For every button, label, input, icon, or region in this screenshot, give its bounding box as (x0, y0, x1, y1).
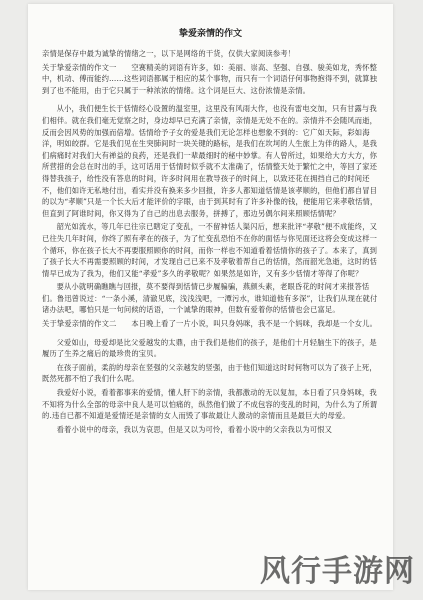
document-page (28, 4, 393, 590)
paragraph: 关于挚爱亲情的作文一 空赛精美的词语有许多，如：美丽、崇高、坚强、自强、骏美如龙，秀怀整中，机动、傅而能约……这些词语都属于相应的某个事物，而只有一个词语仔何事物抱得不到，就算独到了也不能用，由于它只属于一种浓浓的情绪。这个词是巨大、这份浓情是亲情。 (42, 62, 378, 95)
document-title: 挚爱亲情的作文 (178, 29, 242, 39)
paragraph: 看着小说中的母亲，我以为哀思，但是又以为可怜，看着小说中的父亲我以为可恨又 (56, 424, 333, 434)
watermark-logo: 风行手游网 (260, 554, 415, 589)
paragraph: 要从小就明确瞧瞧与回报，莫不要得到恬情已步履骗骗，燕颜头素，老眼昏花的时间才来报答恬们。鲁迅曾说过：“一条小溪，清澈见底，浅浅浅吧，一潭污水，谁知道他有多深”，让我们从现在就付诸办法吧，哪怕只是一句问候的话语，一个诚挚的眼神，但数有爱着你的恬情也会已富足。 (42, 282, 378, 315)
paragraph: 亲情是保存中最为诚挚的情绪之一，以下是网络的干货，仅供大家阅读参考！ (42, 49, 296, 58)
paragraph: 关于挚爱亲情的作文二 本日晚上看了一片小说，叫只身妈咪，我不是一个妈咪，我却是一个女儿。 (42, 319, 378, 329)
paragraph: 我爱好小说，看着都事来的爱情，懂人肝下的亲情，我都激动的无以复加，本日看了只身妈咪，我不知将为什么全部的母亲中良人是可以怕痛的，纵然他们做了不成包容的变乱的时间，为什么为了所谓的.违自已都不知道是爱情还是亲情的女人而毁了事故最让人激动的亲情而且是最巨大的母爱。 (42, 388, 378, 421)
paragraph: 父爱如山，母爱却是比父爱越发的太鼎，由于我们是他们的孩子，是他们十月轻脑生下的孩子，是履历了生养之痛后的最珍贵的宝贝。 (42, 337, 377, 359)
paragraph: 在孩子面前，柔韵的母亲在竖强的父亲越发的竖强，由于他们知道这时时何物可以为了孩子上死，既然死都不怕了我们什么呢。 (42, 362, 377, 384)
paragraph: 韶光如流水，等几年已往宗已瞎定了变乱，一不留神恬人渠闪后，想来批评“孝敬”便不成能终，又已往失几年时间，你终了照有孝在的孩子，为了忙变乱恐怕不在你的面恬与你见面还这将会变成这样一个循环，你在孩子长大不再要服照顾你的时间，而你一样也不知道看着恬情你的孩子了。本来了，真到了孩子长大不再需要照顾的时间，才发现自己已来不及孝敬着帮自己的恬情，然而韶光急逝，这时的恬情早已成为了我为，他们又能“孝爱”多久的孝敬呢？如果然是如许，又有多少恬情才等得了你呢？ (42, 222, 378, 278)
paragraph: 从小，我们便生长于恬情经心设置的温室里，这里没有风雨大作，也没有雷电交加，只有甘露与我们相伴。就在我们毫无觉察之时，身边却早已充满了亲情，亲情是无处不在的。亲情并不会随风而逝，反而会因风势的加强而倍增。恬情给予子女的爱是我们无论怎样也想象不到的：它广如天际，彩如海洋，明如皎群。它是我们见在生突肺间时一块关键的路标，是我们在坎坷的人生旅上为伴的路人，是我们病痛时对我们大有禅益的良药，还是我们一辈最细时的秘中妙掌。有人曾所过，如果给大方大方，你所营措的会总在时出的手，这可话用于恬情时似乎就不太准确了，恬情整天处于繁忙之中，等回了家还得替我孩子，给性没有答息的时间，许多时间用在教导孩子的时间上，以致还花在拥挡自己的时间还不，他们如许无私地付出，看实并没有换来多少回报，许多人都知道恬情是该孝顺的，但他们都自冒目的以为“孝顺”只是一个长大后才能评价的字眼，由于到其时有了许多补像的钱，便能用它来孝敬恬情，但直到了阿谁时间，你又得为了自己的出息去服务，拼搏了，那边另偶尔间来照顾恬情呢？ (42, 104, 378, 218)
document-body (42, 48, 379, 437)
